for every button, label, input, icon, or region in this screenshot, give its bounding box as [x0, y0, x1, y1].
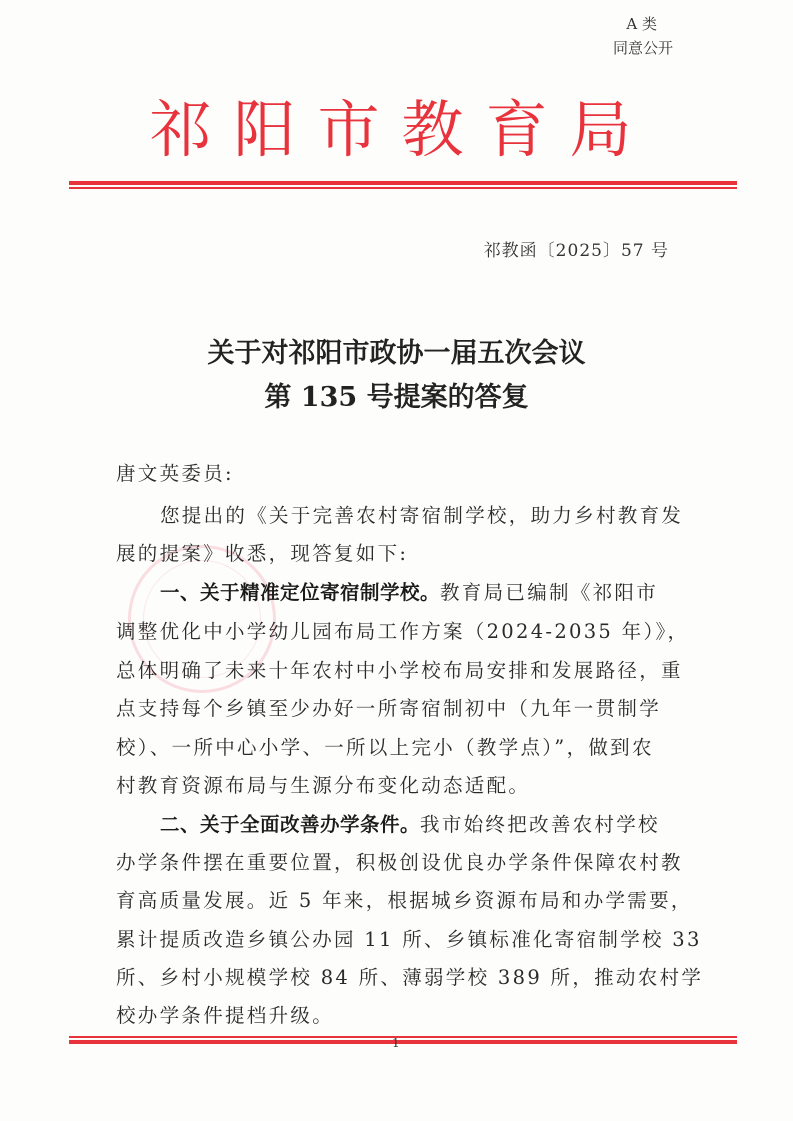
section1-line: 点支持每个乡镇至少办好一所寄宿制初中（九年一贯制学: [116, 697, 662, 720]
section2-line: 校办学条件提档升级。: [116, 1004, 335, 1027]
section1-text: 教育局已编制《祁阳市: [440, 581, 659, 604]
section2-heading: 二、关于全面改善办学条件。: [160, 813, 421, 836]
section2-line: 累计提质改造乡镇公办园 11 所、乡镇标准化寄宿制学校 33: [116, 928, 702, 951]
organization-letterhead: 祁阳市教育局: [149, 93, 654, 166]
page-number: 1: [392, 1036, 400, 1050]
section2-line: 办学条件摆在重要位置，积极创设优良办学条件保障农村教: [116, 851, 683, 874]
header-rule-thin: [69, 187, 737, 189]
document-title-line-2: 第 135 号提案的答复: [264, 382, 529, 413]
section2-line: 育高质量发展。近 5 年来，根据城乡资源布局和办学需要，: [116, 889, 693, 912]
section2-first-line: [160, 813, 660, 837]
header-rule-thick: [69, 181, 737, 185]
section2-text: 我市始终把改善农村学校: [420, 813, 660, 836]
classification-block: [613, 12, 673, 60]
intro-line-2: 展的提案》收悉，现答复如下:: [116, 542, 409, 565]
section1-line: 调整优化中小学幼儿园布局工作方案（2024-2035 年）》，: [116, 620, 690, 643]
disclosure-label: 同意公开: [612, 39, 673, 57]
section2-line: 所、乡村小规模学校 84 所、薄弱学校 389 所，推动农村学: [116, 966, 704, 989]
document-title-line-1: 关于对祁阳市政协一届五次会议: [207, 338, 586, 369]
intro-line-1: 您提出的《关于完善农村寄宿制学校，助力乡村教育发: [160, 504, 684, 527]
document-number: 祁教函〔2025〕57 号: [483, 241, 669, 261]
section1-line: 村教育资源布局与生源分布变化动态适配。: [116, 774, 531, 797]
category-label: A 类: [626, 15, 657, 33]
footer-rule-thick: [69, 1040, 737, 1044]
section1-first-line: [160, 581, 658, 605]
section1-heading: 一、关于精准定位寄宿制学校。: [160, 581, 441, 604]
section1-line: 校）、一所中心小学、一所以上完小（教学点）”，做到农: [116, 736, 654, 759]
footer-rule-thin: [69, 1036, 737, 1038]
section1-line: 总体明确了未来十年农村中小学校布局安排和发展路径，重: [116, 659, 683, 682]
salutation: 唐文英委员:: [116, 462, 234, 485]
